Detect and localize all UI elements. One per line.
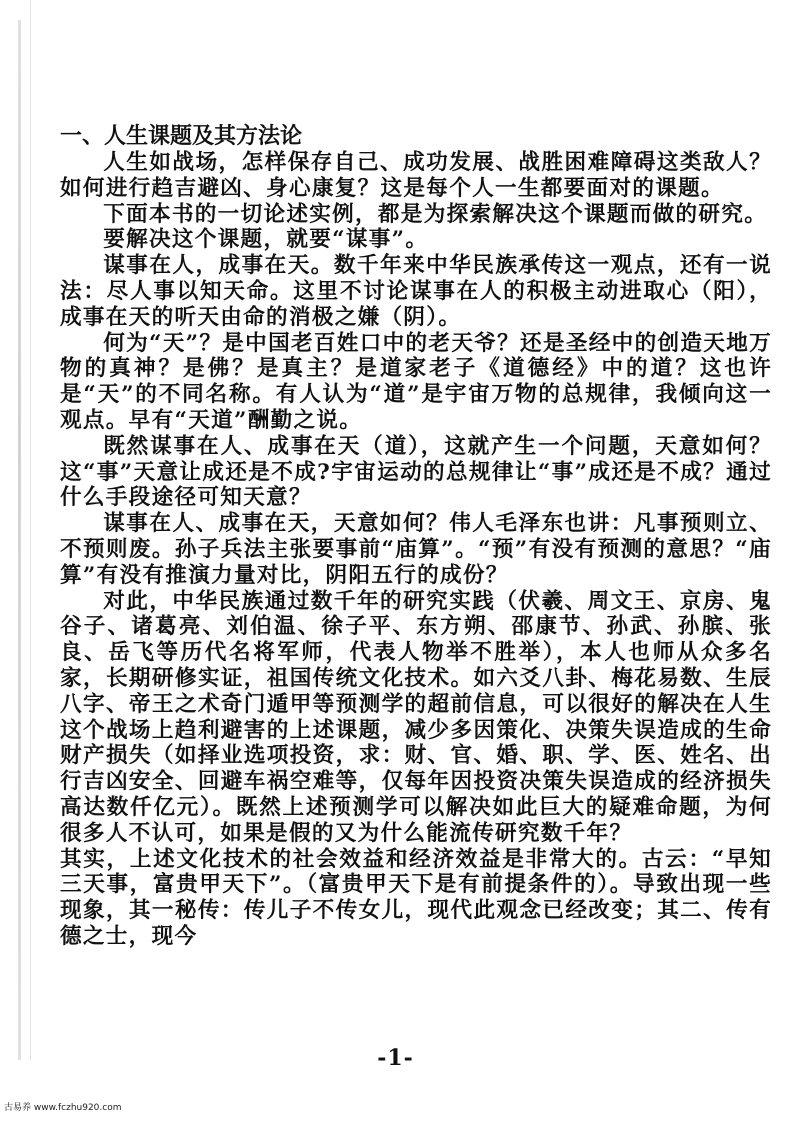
- paragraph-9: 其实，上述文化技术的社会效益和经济效益是非常大的。古云：“早知三天事，富贵甲天下”。（富贵甲天下是有前提条件的）。导致出现一些现象，其一秘传：传儿子不传女儿，现代此观念已经改变；其二、传有德之士，现今: [60, 846, 772, 949]
- paragraph-4: 谋事在人，成事在天。数千年来中华民族承传这一观点，还有一说法：尽人事以知天命。这里不讨论谋事在人的积极主动进取心（阳），成事在天的听天由命的消极之嫌（阴）。: [60, 253, 772, 330]
- document-body: [60, 124, 772, 950]
- paragraph-2: 下面本书的一切论述实例，都是为探索解决这个课题而做的研究。: [103, 201, 768, 227]
- paragraph-6: 既然谋事在人、成事在天（道），这就产生一个问题，天意如何？这“事”天意让成还是不成?宇宙运动的总规律让“事”成还是不成？通过什么手段途径可知天意？: [60, 433, 772, 511]
- page-number: -1-: [377, 1045, 414, 1071]
- scan-shadow-edge: [18, 20, 21, 1060]
- paragraph-3: 要解决这个课题，就要“谋事”。: [103, 227, 429, 253]
- paragraph-7: 谋事在人、成事在天，天意如何？伟人毛泽东也讲：凡事预则立、不预则废。孙子兵法主张要事前“庙算”。“预”有没有预测的意思？“庙算”有没有推演力量对比，阴阳五行的成份？: [60, 511, 772, 588]
- paragraph-8: 对此，中华民族通过数千年的研究实践（伏羲、周文王、京房、鬼谷子、诸葛亮、刘伯温、徐子平、东方朔、邵康节、孙武、孙膑、张良、岳飞等历代名将军师，代表人物举不胜举），本人也师从众多名家，长期研修实证，祖国传统文化技术。如六爻八卦、梅花易数、生辰八字、帝王之术奇门遁甲等预测学的超前信息，可以很好的解决在人生这个战场上趋利避害的上述课题，减少多因策化、决策失误造成的生命财产损失（如择业选项投资，求：财、官、婚、职、学、医、姓名、出行吉凶安全、回避车祸空难等，仅每年因投资决策失误造成的经济损失高达数仟亿元）。既然上述预测学可以解决如此巨大的疑难命题，为何很多人不认可，如果是假的又为什么能流传研究数千年？: [60, 588, 772, 846]
- section-heading: 一、人生课题及其方法论: [60, 124, 303, 149]
- scan-fold-line: [30, 0, 31, 1060]
- paragraph-1: 人生如战场，怎样保存自己、成功发展、战胜困难障碍这类敌人？如何进行趋吉避凶、身心康复？这是每个人一生都要面对的课题。: [60, 150, 772, 201]
- site-watermark: 古易养 www.fczhu920.com: [4, 1103, 122, 1113]
- paragraph-5: 何为“天”？是中国老百姓口中的老天爷？还是圣经中的创造天地万物的真神？是佛？是真主？是道家老子《道德经》中的道？这也许是“天”的不同名称。有人认为“道”是宇宙万物的总规律，我倾向这一观点。早有“天道”酬勤之说。: [60, 330, 772, 433]
